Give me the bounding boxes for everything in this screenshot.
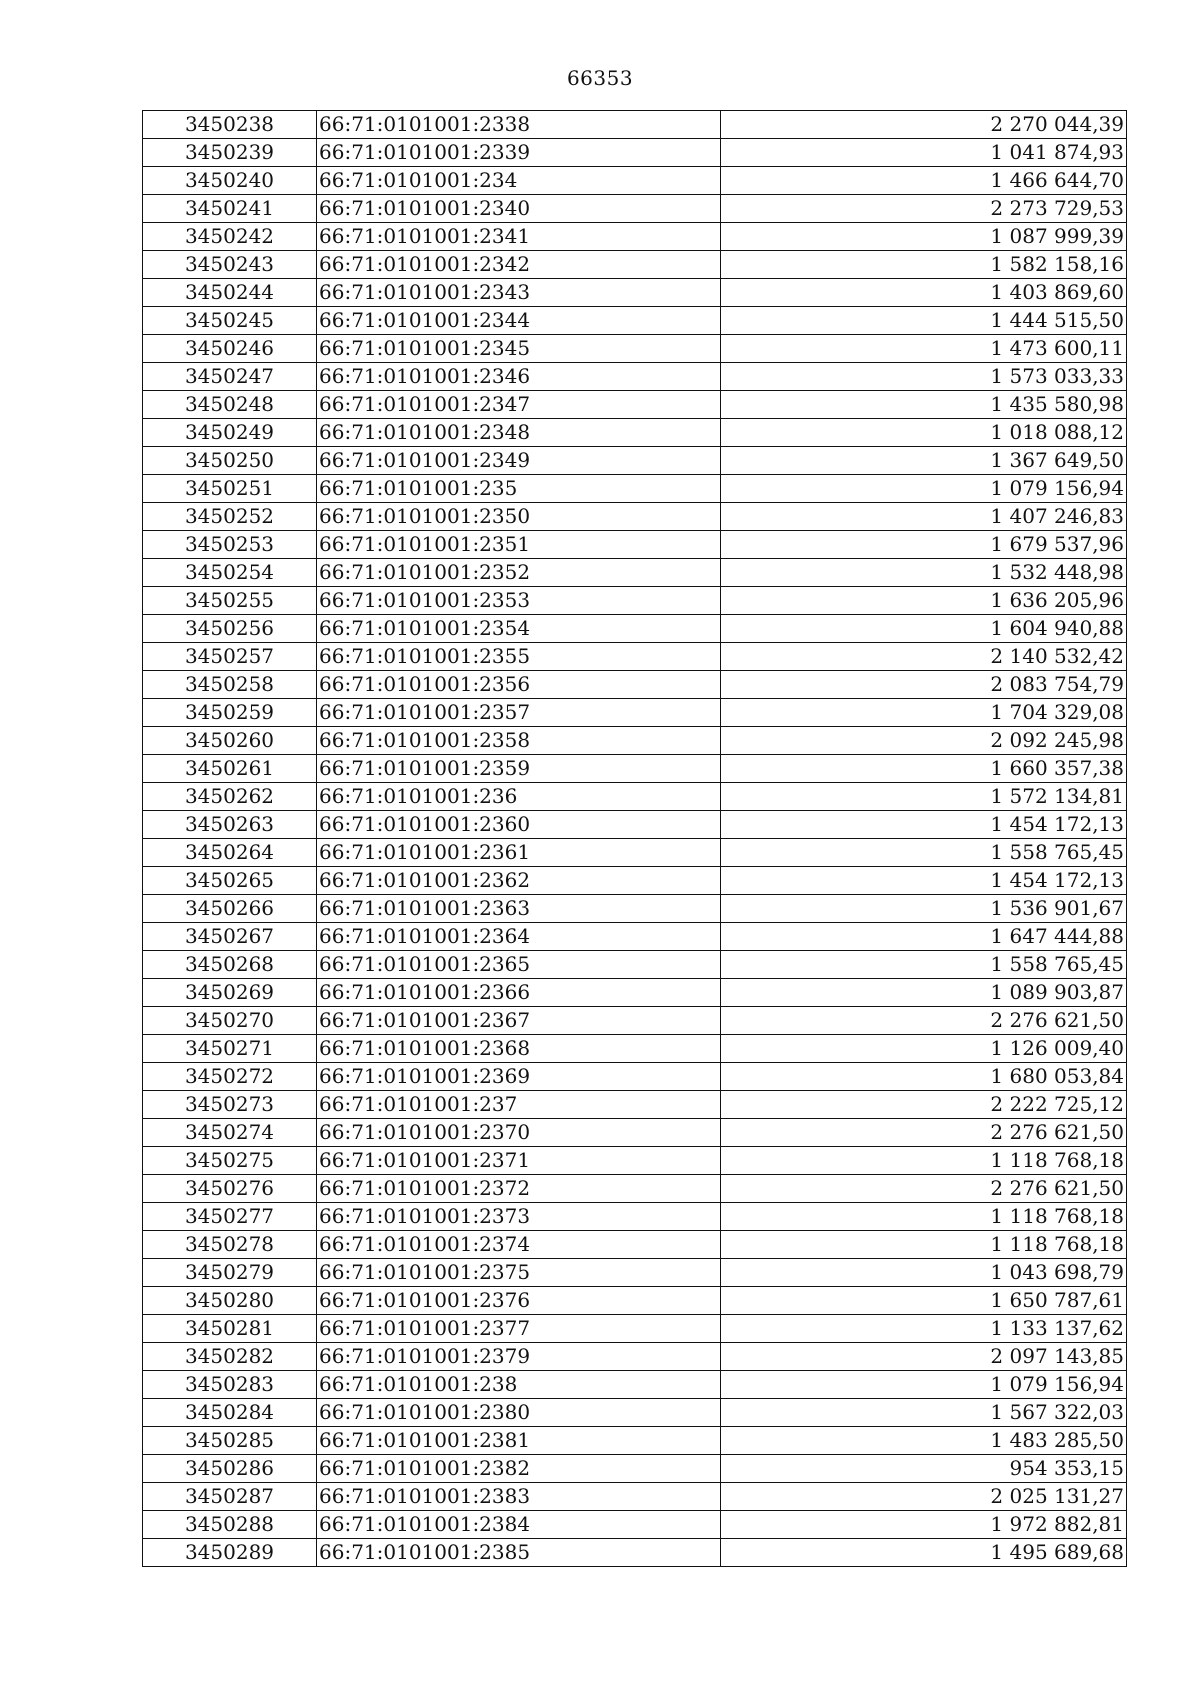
cadastral-number-cell: 66:71:0101001:2363 [317,895,721,923]
row-id-cell: 3450238 [143,111,317,139]
row-id-cell: 3450274 [143,1119,317,1147]
cadastral-value-cell: 1 454 172,13 [721,867,1127,895]
table-row [143,1287,1127,1315]
table-row [143,1063,1127,1091]
table-body [143,111,1127,1567]
table-row [143,167,1127,195]
cadastral-value-cell: 2 276 621,50 [721,1175,1127,1203]
cadastral-value-cell: 1 572 134,81 [721,783,1127,811]
row-id-cell: 3450268 [143,951,317,979]
cadastral-number-cell: 66:71:0101001:2342 [317,251,721,279]
row-id-cell: 3450246 [143,335,317,363]
row-id-cell: 3450279 [143,1259,317,1287]
row-id-cell: 3450264 [143,839,317,867]
table-row [143,1119,1127,1147]
cadastral-value-cell: 1 118 768,18 [721,1231,1127,1259]
cadastral-number-cell: 66:71:0101001:2347 [317,391,721,419]
cadastral-value-cell: 1 636 205,96 [721,587,1127,615]
cadastral-value-cell: 1 473 600,11 [721,335,1127,363]
row-id-cell: 3450285 [143,1427,317,1455]
cadastral-number-cell: 66:71:0101001:2375 [317,1259,721,1287]
row-id-cell: 3450248 [143,391,317,419]
cadastral-value-cell: 1 089 903,87 [721,979,1127,1007]
row-id-cell: 3450278 [143,1231,317,1259]
cadastral-value-cell: 1 567 322,03 [721,1399,1127,1427]
cadastral-value-cell: 954 353,15 [721,1455,1127,1483]
cadastral-value-cell: 1 454 172,13 [721,811,1127,839]
row-id-cell: 3450287 [143,1483,317,1511]
row-id-cell: 3450288 [143,1511,317,1539]
cadastral-value-cell: 1 133 137,62 [721,1315,1127,1343]
cadastral-value-cell: 2 273 729,53 [721,195,1127,223]
row-id-cell: 3450263 [143,811,317,839]
table-row [143,1539,1127,1567]
table-row [143,251,1127,279]
row-id-cell: 3450275 [143,1147,317,1175]
cadastral-value-cell: 1 536 901,67 [721,895,1127,923]
table-row [143,419,1127,447]
row-id-cell: 3450289 [143,1539,317,1567]
row-id-cell: 3450286 [143,1455,317,1483]
table-row [143,447,1127,475]
cadastral-number-cell: 66:71:0101001:2373 [317,1203,721,1231]
cadastral-number-cell: 66:71:0101001:235 [317,475,721,503]
row-id-cell: 3450255 [143,587,317,615]
cadastral-number-cell: 66:71:0101001:2355 [317,643,721,671]
cadastral-number-cell: 66:71:0101001:2351 [317,531,721,559]
cadastral-value-cell: 1 650 787,61 [721,1287,1127,1315]
row-id-cell: 3450262 [143,783,317,811]
row-id-cell: 3450281 [143,1315,317,1343]
table-row [143,1315,1127,1343]
cadastral-number-cell: 66:71:0101001:2349 [317,447,721,475]
cadastral-number-cell: 66:71:0101001:2350 [317,503,721,531]
cadastral-number-cell: 66:71:0101001:2339 [317,139,721,167]
row-id-cell: 3450273 [143,1091,317,1119]
row-id-cell: 3450257 [143,643,317,671]
cadastral-number-cell: 66:71:0101001:237 [317,1091,721,1119]
table-row [143,1035,1127,1063]
cadastral-number-cell: 66:71:0101001:2354 [317,615,721,643]
table-row [143,755,1127,783]
cadastral-value-cell: 1 118 768,18 [721,1147,1127,1175]
cadastral-value-cell: 1 466 644,70 [721,167,1127,195]
row-id-cell: 3450270 [143,1007,317,1035]
table-row [143,475,1127,503]
cadastral-number-cell: 66:71:0101001:2380 [317,1399,721,1427]
cadastral-value-cell: 1 604 940,88 [721,615,1127,643]
page-number: 66353 [566,66,634,90]
cadastral-value-cell: 1 043 698,79 [721,1259,1127,1287]
cadastral-number-cell: 66:71:0101001:2368 [317,1035,721,1063]
row-id-cell: 3450267 [143,923,317,951]
table-row [143,839,1127,867]
cadastral-value-cell: 1 558 765,45 [721,951,1127,979]
row-id-cell: 3450247 [143,363,317,391]
table-row [143,1203,1127,1231]
table-row [143,1259,1127,1287]
cadastral-value-cell: 1 660 357,38 [721,755,1127,783]
cadastral-value-cell: 2 140 532,42 [721,643,1127,671]
cadastral-number-cell: 66:71:0101001:2370 [317,1119,721,1147]
cadastral-value-cell: 1 972 882,81 [721,1511,1127,1539]
cadastral-value-cell: 1 435 580,98 [721,391,1127,419]
cadastral-number-cell: 66:71:0101001:2341 [317,223,721,251]
cadastral-value-cell: 1 367 649,50 [721,447,1127,475]
row-id-cell: 3450261 [143,755,317,783]
table-row [143,1175,1127,1203]
cadastral-number-cell: 66:71:0101001:2377 [317,1315,721,1343]
table-row [143,195,1127,223]
row-id-cell: 3450284 [143,1399,317,1427]
table-row [143,1343,1127,1371]
table-row [143,111,1127,139]
row-id-cell: 3450240 [143,167,317,195]
table-row [143,867,1127,895]
cadastral-number-cell: 66:71:0101001:2366 [317,979,721,1007]
cadastral-value-cell: 1 403 869,60 [721,279,1127,307]
table-row [143,363,1127,391]
table-row [143,503,1127,531]
table-row [143,1399,1127,1427]
row-id-cell: 3450253 [143,531,317,559]
cadastral-number-cell: 66:71:0101001:234 [317,167,721,195]
cadastral-value-cell: 1 647 444,88 [721,923,1127,951]
cadastral-value-cell: 1 079 156,94 [721,475,1127,503]
cadastral-number-cell: 66:71:0101001:2372 [317,1175,721,1203]
table-row [143,951,1127,979]
row-id-cell: 3450251 [143,475,317,503]
table-row [143,391,1127,419]
row-id-cell: 3450249 [143,419,317,447]
cadastral-number-cell: 66:71:0101001:2379 [317,1343,721,1371]
cadastral-number-cell: 66:71:0101001:2364 [317,923,721,951]
row-id-cell: 3450271 [143,1035,317,1063]
row-id-cell: 3450252 [143,503,317,531]
cadastral-number-cell: 66:71:0101001:2356 [317,671,721,699]
cadastral-value-cell: 2 276 621,50 [721,1007,1127,1035]
table-row [143,1147,1127,1175]
cadastral-value-cell: 1 041 874,93 [721,139,1127,167]
cadastral-number-cell: 66:71:0101001:2367 [317,1007,721,1035]
table-row [143,1427,1127,1455]
table-row [143,307,1127,335]
cadastral-number-cell: 66:71:0101001:2344 [317,307,721,335]
cadastral-value-cell: 1 495 689,68 [721,1539,1127,1567]
row-id-cell: 3450259 [143,699,317,727]
row-id-cell: 3450277 [143,1203,317,1231]
table-row [143,1091,1127,1119]
cadastral-value-cell: 1 483 285,50 [721,1427,1127,1455]
cadastral-value-cell: 1 087 999,39 [721,223,1127,251]
row-id-cell: 3450254 [143,559,317,587]
row-id-cell: 3450256 [143,615,317,643]
table-row [143,615,1127,643]
row-id-cell: 3450241 [143,195,317,223]
table-row [143,559,1127,587]
row-id-cell: 3450239 [143,139,317,167]
table-row [143,279,1127,307]
table-row [143,643,1127,671]
table-row [143,727,1127,755]
cadastral-number-cell: 66:71:0101001:2385 [317,1539,721,1567]
cadastral-value-cell: 2 222 725,12 [721,1091,1127,1119]
table-row [143,811,1127,839]
cadastral-value-cell: 2 270 044,39 [721,111,1127,139]
cadastral-number-cell: 66:71:0101001:2381 [317,1427,721,1455]
cadastral-number-cell: 66:71:0101001:238 [317,1371,721,1399]
row-id-cell: 3450265 [143,867,317,895]
table-row [143,923,1127,951]
cadastral-value-cell: 2 025 131,27 [721,1483,1127,1511]
table-row [143,895,1127,923]
table-row [143,139,1127,167]
cadastral-value-cell: 1 558 765,45 [721,839,1127,867]
cadastral-value-cell: 1 582 158,16 [721,251,1127,279]
table-row [143,1371,1127,1399]
row-id-cell: 3450258 [143,671,317,699]
row-id-cell: 3450243 [143,251,317,279]
cadastral-number-cell: 66:71:0101001:2369 [317,1063,721,1091]
table-row [143,671,1127,699]
table-row [143,223,1127,251]
cadastral-number-cell: 66:71:0101001:2382 [317,1455,721,1483]
cadastral-number-cell: 66:71:0101001:2348 [317,419,721,447]
row-id-cell: 3450244 [143,279,317,307]
cadastral-number-cell: 66:71:0101001:2346 [317,363,721,391]
cadastral-value-cell: 2 097 143,85 [721,1343,1127,1371]
cadastral-number-cell: 66:71:0101001:2345 [317,335,721,363]
row-id-cell: 3450245 [143,307,317,335]
cadastral-value-cell: 1 118 768,18 [721,1203,1127,1231]
cadastral-number-cell: 66:71:0101001:2360 [317,811,721,839]
cadastral-value-cell: 1 704 329,08 [721,699,1127,727]
cadastral-number-cell: 66:71:0101001:236 [317,783,721,811]
cadastral-number-cell: 66:71:0101001:2374 [317,1231,721,1259]
cadastral-value-cell: 2 083 754,79 [721,671,1127,699]
table-row [143,699,1127,727]
row-id-cell: 3450282 [143,1343,317,1371]
cadastral-number-cell: 66:71:0101001:2371 [317,1147,721,1175]
cadastral-value-cell: 1 444 515,50 [721,307,1127,335]
table-row [143,587,1127,615]
table-row [143,531,1127,559]
cadastral-number-cell: 66:71:0101001:2340 [317,195,721,223]
table-row [143,1007,1127,1035]
cadastral-number-cell: 66:71:0101001:2352 [317,559,721,587]
row-id-cell: 3450260 [143,727,317,755]
cadastral-number-cell: 66:71:0101001:2353 [317,587,721,615]
cadastral-number-cell: 66:71:0101001:2384 [317,1511,721,1539]
row-id-cell: 3450283 [143,1371,317,1399]
row-id-cell: 3450242 [143,223,317,251]
cadastral-value-cell: 1 018 088,12 [721,419,1127,447]
table-row [143,1511,1127,1539]
cadastral-number-cell: 66:71:0101001:2362 [317,867,721,895]
row-id-cell: 3450272 [143,1063,317,1091]
table-row [143,979,1127,1007]
row-id-cell: 3450280 [143,1287,317,1315]
cadastral-number-cell: 66:71:0101001:2343 [317,279,721,307]
cadastral-value-cell: 2 092 245,98 [721,727,1127,755]
cadastral-value-table [142,110,1127,1567]
row-id-cell: 3450276 [143,1175,317,1203]
table-row [143,1455,1127,1483]
row-id-cell: 3450250 [143,447,317,475]
cadastral-value-cell: 1 680 053,84 [721,1063,1127,1091]
cadastral-value-cell: 1 532 448,98 [721,559,1127,587]
cadastral-value-cell: 1 573 033,33 [721,363,1127,391]
row-id-cell: 3450269 [143,979,317,1007]
row-id-cell: 3450266 [143,895,317,923]
cadastral-number-cell: 66:71:0101001:2361 [317,839,721,867]
table-row [143,335,1127,363]
cadastral-number-cell: 66:71:0101001:2359 [317,755,721,783]
cadastral-number-cell: 66:71:0101001:2376 [317,1287,721,1315]
table-row [143,1231,1127,1259]
cadastral-number-cell: 66:71:0101001:2338 [317,111,721,139]
cadastral-number-cell: 66:71:0101001:2358 [317,727,721,755]
cadastral-value-cell: 1 407 246,83 [721,503,1127,531]
cadastral-number-cell: 66:71:0101001:2365 [317,951,721,979]
cadastral-value-cell: 1 679 537,96 [721,531,1127,559]
table-row [143,783,1127,811]
table-row [143,1483,1127,1511]
cadastral-value-cell: 1 079 156,94 [721,1371,1127,1399]
cadastral-number-cell: 66:71:0101001:2383 [317,1483,721,1511]
cadastral-value-cell: 1 126 009,40 [721,1035,1127,1063]
cadastral-number-cell: 66:71:0101001:2357 [317,699,721,727]
cadastral-value-cell: 2 276 621,50 [721,1119,1127,1147]
